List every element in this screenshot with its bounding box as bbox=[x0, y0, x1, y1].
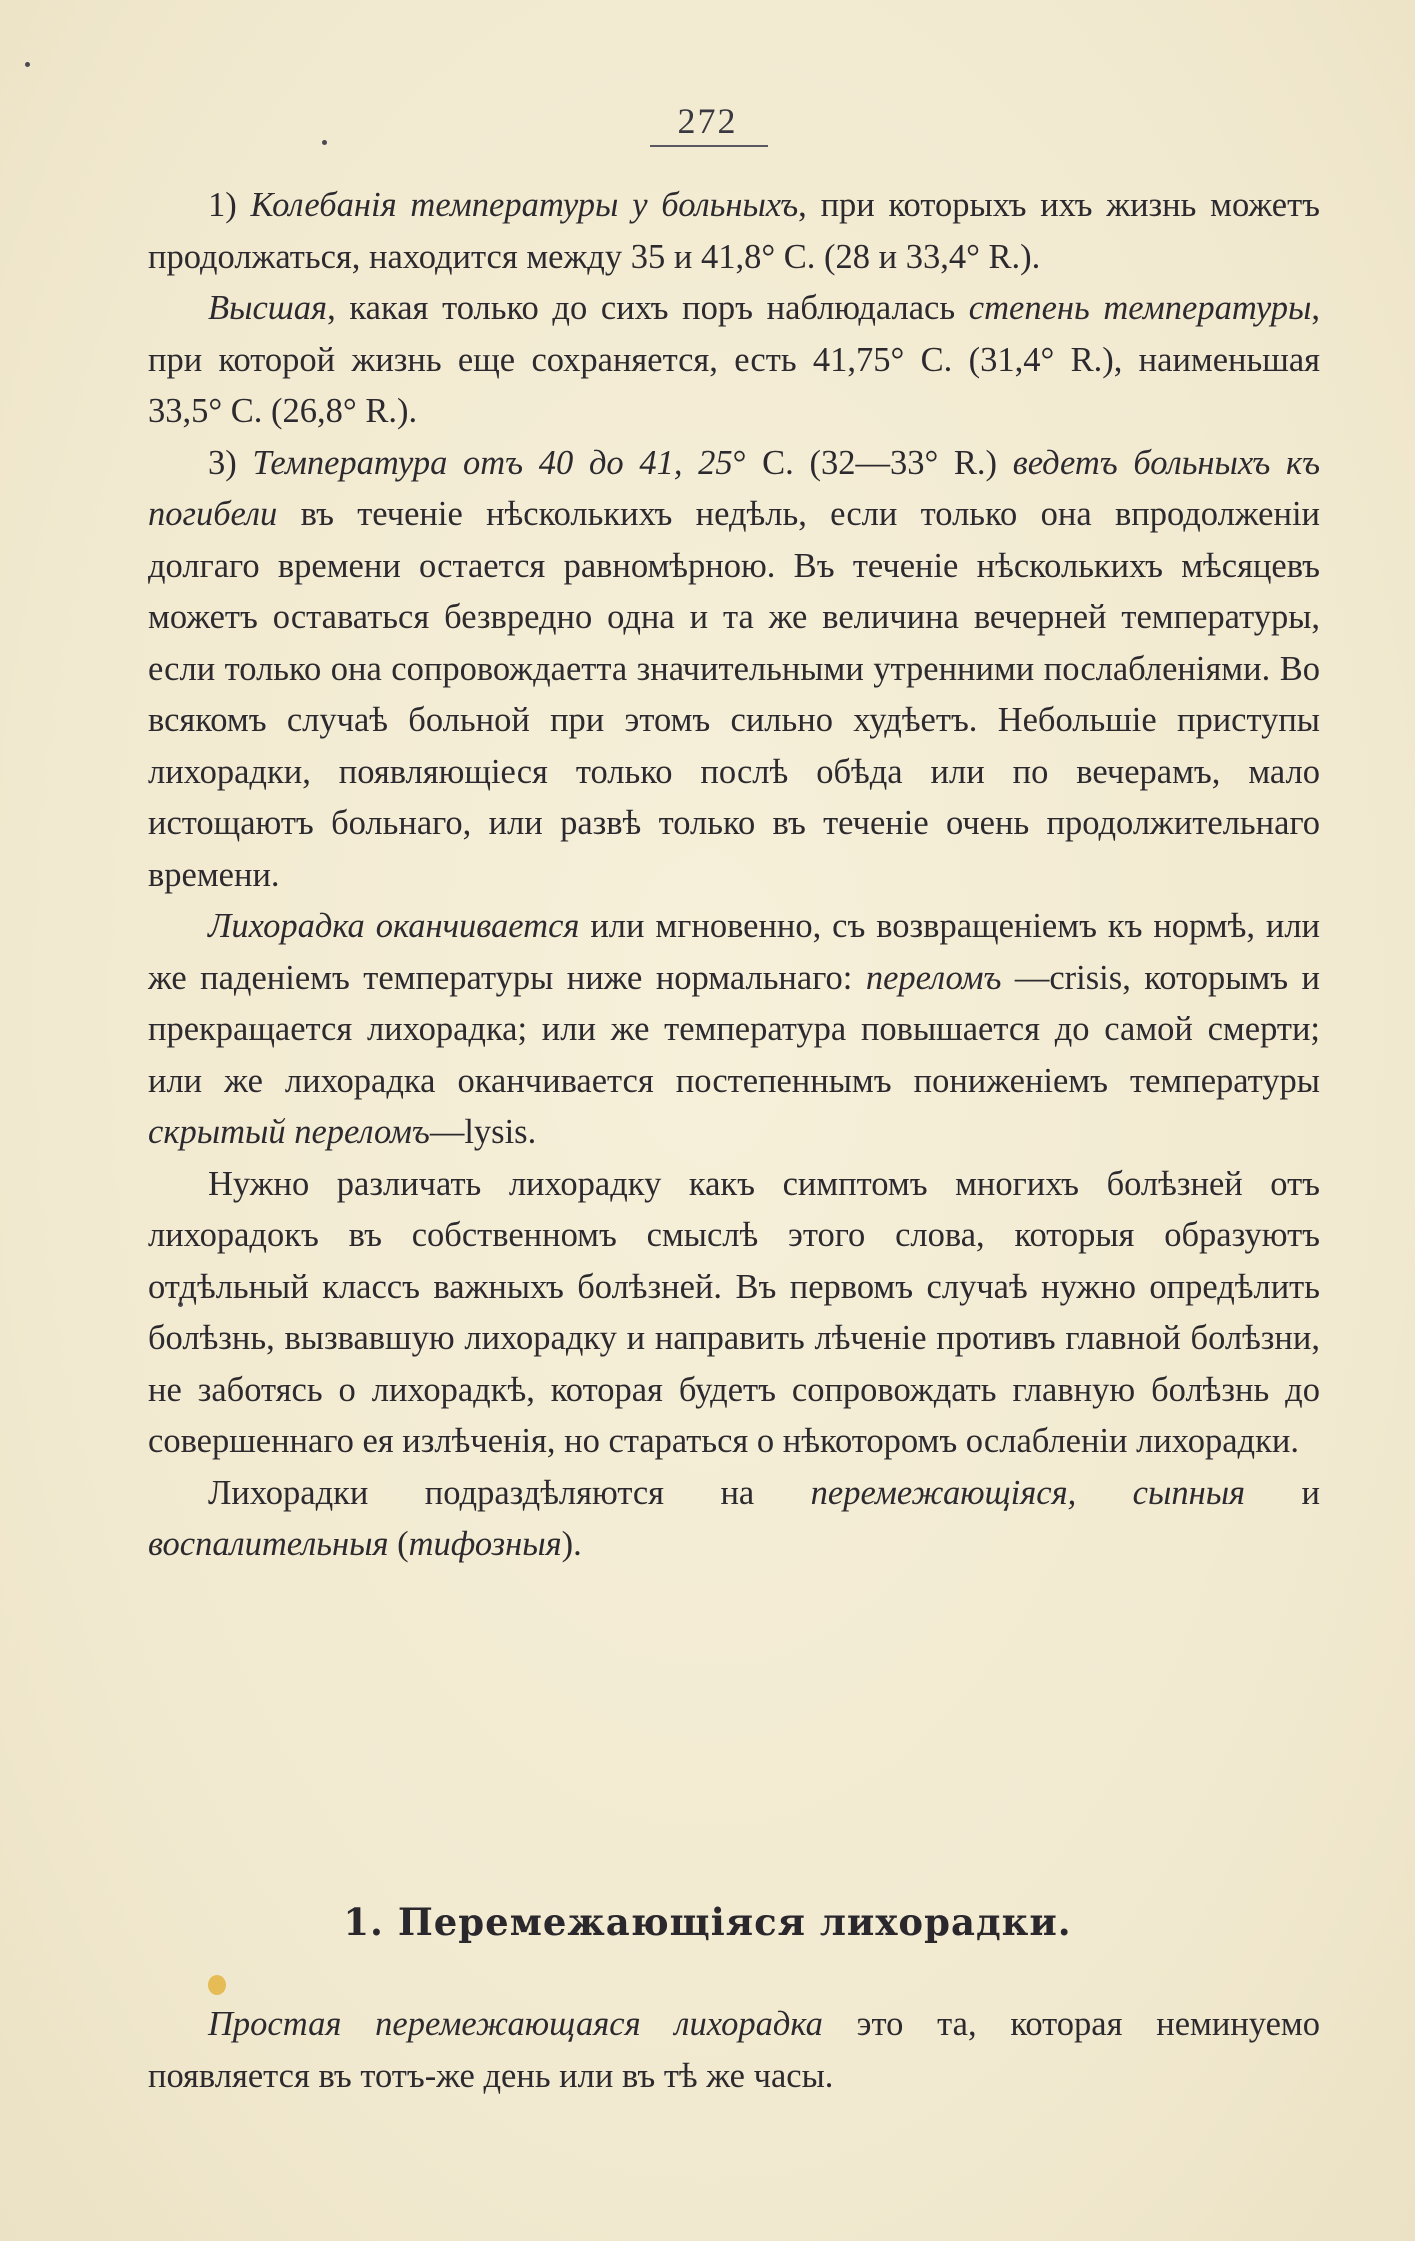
paragraph-7: Простая перемежающаяся лихорадка это та, которая неминуемо появляется въ тотъ-же день или въ тѣ же часы. bbox=[148, 2005, 1320, 2095]
paragraph-6: Лихорадки подраздѣляются на перемежающіяся, сыпныя и воспалительныя (тифозныя). bbox=[148, 1473, 1320, 1563]
paragraph-1: 1) Колебанія температуры у больныхъ, при которыхъ ихъ жизнь можетъ продолжаться, находится между 35 и 41,8° С. (28 и 33,4° R.). bbox=[148, 186, 1321, 276]
print-speck bbox=[25, 62, 30, 67]
paragraph-3: 3) Температура отъ 40 до 41, 25° С. (32—33° R.) ведетъ больныхъ къ погибели въ теченіе нѣсколькихъ недѣль, если только она впродолженіи долгаго времени остается равномѣрною. Въ теченіе нѣсколькихъ мѣсяцевъ можетъ оставаться безвредно одна и та же величина вечерней температуры, если только она сопровождаетта значительными утренними послабленіями. Во всякомъ случаѣ больной при этомъ сильно худѣетъ. Небольшіе приступы лихорадки, появляющіеся только послѣ обѣда или по вечерамъ, мало истощаютъ больнаго, или развѣ только въ теченіе очень продолжительнаго времени. bbox=[148, 443, 1321, 894]
section-heading: 1. Перемежающіяся лихорадки. bbox=[343, 1900, 1072, 1944]
paper-stain bbox=[208, 1975, 226, 1995]
closing-text bbox=[148, 1999, 1320, 2102]
page-number: 272 bbox=[677, 101, 738, 141]
main-text bbox=[148, 180, 1320, 1571]
paragraph-5: Нужно различать лихорадку какъ симптомъ многихъ болѣзней отъ лихорадокъ въ собственномъ смыслѣ этого слова, которыя образуютъ отдѣльный классъ важныхъ болѣзней. Въ первомъ случаѣ нужно опредѣлить болѣзнь, вызвавшую лихорадку и направить лѣченіе противъ главной болѣзни, не заботясь о лихорадкѣ, которая будетъ сопровождать главную болѣзнь до совершеннаго ея излѣченія, но стараться о нѣкоторомъ ослабленіи лихорадки. bbox=[148, 1164, 1320, 1460]
paragraph-2: Высшая, какая только до сихъ поръ наблюдалась степень температуры, при которой жизнь еще сохраняется, есть 41,75° С. (31,4° R.), наименьшая 33,5° С. (26,8° R.). bbox=[148, 289, 1320, 430]
paragraph-4: Лихорадка оканчивается или мгновенно, съ возвращеніемъ къ нормѣ, или же паденіемъ температуры ниже нормальнаго: переломъ —crisis, которымъ и прекращается лихорадка; или же температура повышается до самой смерти; или же лихорадка оканчивается постепеннымъ пониженіемъ температуры скрытый переломъ—lysis. bbox=[148, 907, 1320, 1151]
page-number-rule bbox=[650, 145, 768, 147]
